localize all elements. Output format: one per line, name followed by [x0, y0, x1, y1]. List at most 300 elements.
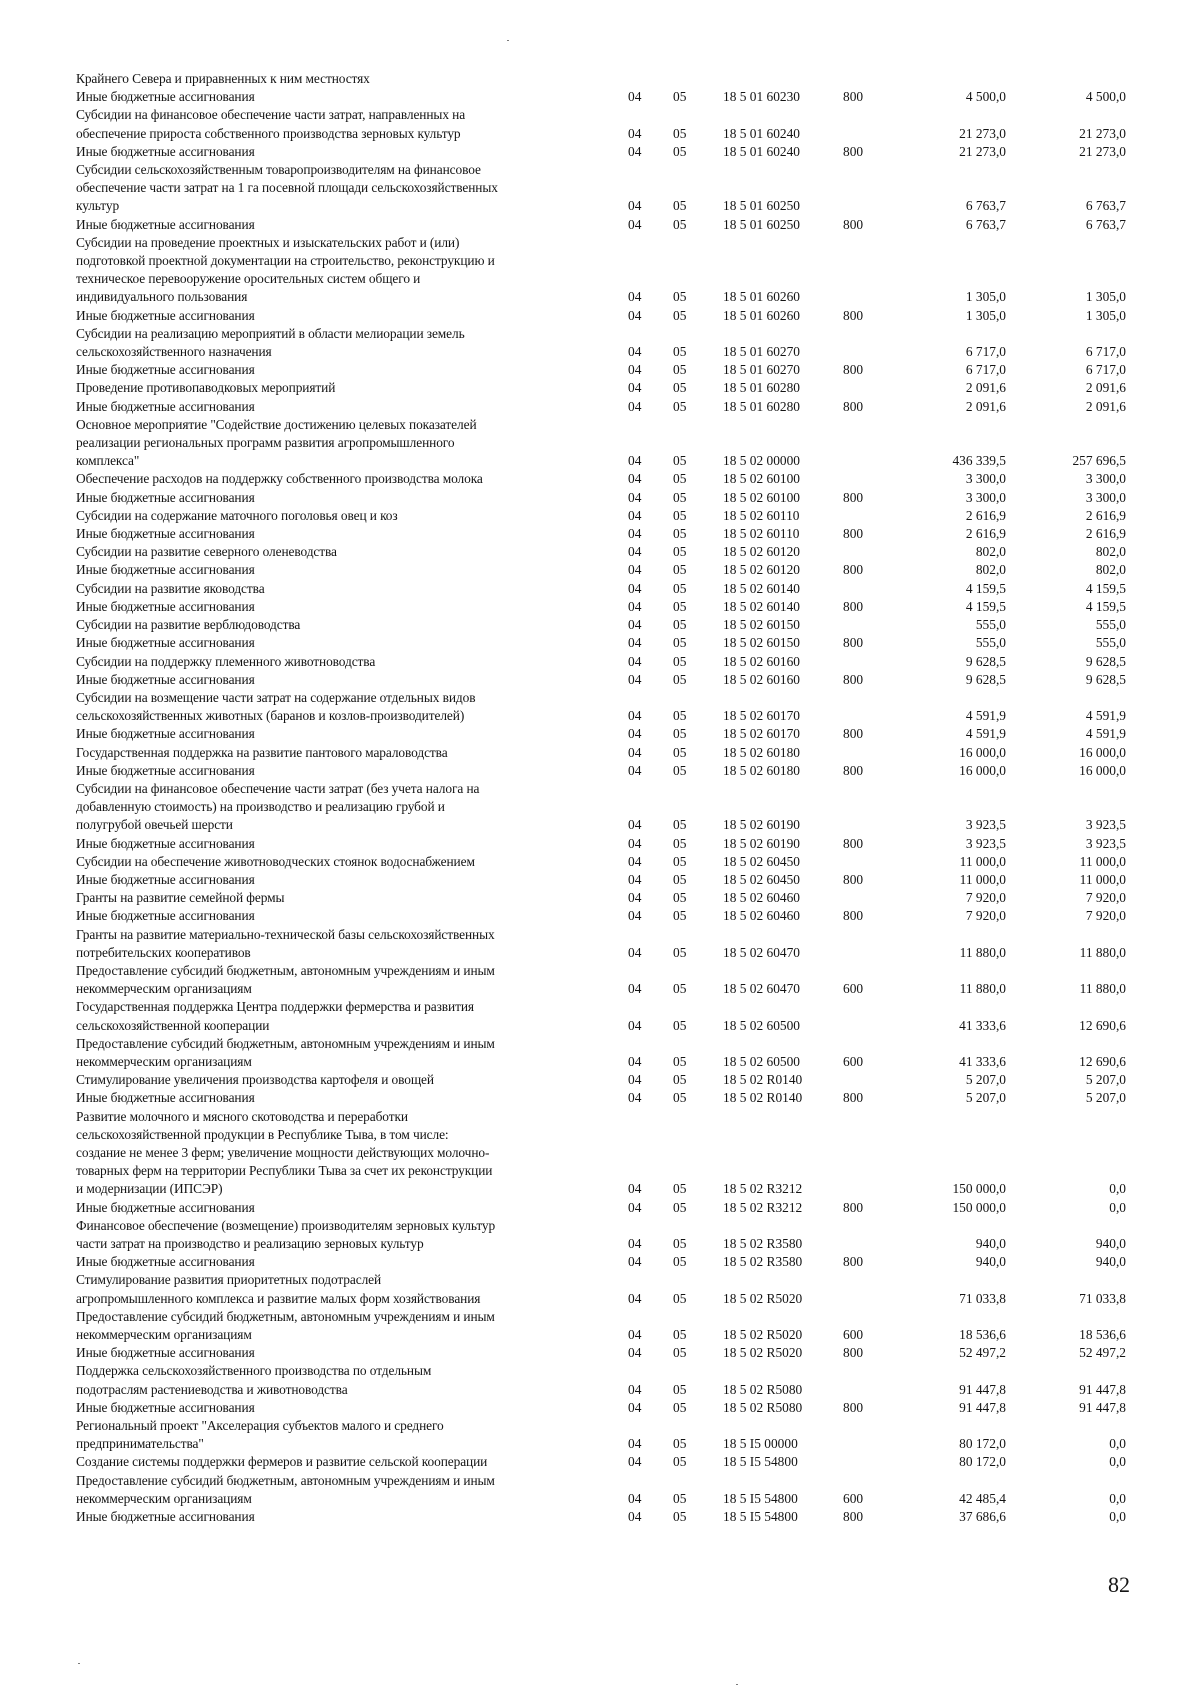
target-article-code: 18 5 02 60180	[723, 762, 800, 778]
expense-type-code: 800	[843, 1509, 864, 1525]
expense-type-code: 800	[843, 598, 864, 614]
section-code: 04	[628, 762, 642, 778]
amount-year-2: 2 616,9	[1085, 507, 1126, 523]
target-article-code: 18 5 02 60460	[723, 908, 800, 924]
amount-year-2: 5 207,0	[1085, 1090, 1126, 1106]
table-row	[76, 1071, 1126, 1089]
table-row	[76, 1308, 1126, 1344]
table-row	[76, 598, 1126, 616]
expense-name: Проведение противопаводковых мероприятий	[76, 380, 336, 396]
subsection-code: 05	[673, 653, 687, 669]
expense-type-code: 600	[843, 1053, 864, 1069]
subsection-code: 05	[673, 598, 687, 614]
amount-year-2: 2 091,6	[1085, 380, 1126, 396]
expense-name: Крайнего Севера и приравненных к ним местностях	[76, 71, 370, 86]
expense-type-code: 600	[843, 981, 864, 997]
amount-year-2: 4 591,9	[1085, 726, 1126, 742]
table-row	[76, 543, 1126, 561]
expense-type-code: 800	[843, 489, 864, 505]
amount-year-2: 940,0	[1095, 1254, 1126, 1270]
amount-year-1: 11 880,0	[959, 944, 1006, 960]
section-code: 04	[628, 1327, 642, 1343]
table-row	[76, 1399, 1126, 1417]
subsection-code: 05	[673, 1327, 687, 1343]
section-code: 04	[628, 489, 642, 505]
amount-year-2: 555,0	[1095, 617, 1126, 633]
amount-year-1: 41 333,6	[959, 1053, 1006, 1069]
subsection-code: 05	[673, 1509, 687, 1525]
amount-year-1: 1 305,0	[965, 289, 1006, 305]
target-article-code: 18 5 02 60190	[723, 817, 800, 833]
subsection-code: 05	[673, 908, 687, 924]
subsection-code: 05	[673, 1290, 687, 1306]
subsection-code: 05	[673, 307, 687, 323]
amount-year-2: 6 717,0	[1085, 362, 1126, 378]
subsection-code: 05	[673, 817, 687, 833]
amount-year-2: 71 033,8	[1079, 1290, 1126, 1306]
amount-year-2: 3 923,5	[1085, 835, 1126, 851]
subsection-code: 05	[673, 1436, 687, 1452]
target-article-code: 18 5 02 60450	[723, 853, 800, 869]
table-row	[76, 689, 1126, 725]
expense-type-code: 800	[843, 1090, 864, 1106]
table-row	[76, 1199, 1126, 1217]
expense-name: Иные бюджетные ассигнования	[76, 1509, 255, 1525]
scan-speck	[78, 1663, 80, 1664]
table-row	[76, 634, 1126, 652]
section-code: 04	[628, 1199, 642, 1215]
target-article-code: 18 5 I5 54800	[723, 1490, 798, 1506]
expense-type-code: 800	[843, 1399, 864, 1415]
subsection-code: 05	[673, 125, 687, 141]
table-row	[76, 744, 1126, 762]
expense-type-code: 800	[843, 635, 864, 651]
expense-type-code: 800	[843, 871, 864, 887]
amount-year-1: 5 207,0	[965, 1090, 1006, 1106]
expense-name: Стимулирование увеличения производства картофеля и овощей	[76, 1072, 434, 1088]
subsection-code: 05	[673, 89, 687, 105]
amount-year-1: 9 628,5	[965, 653, 1006, 669]
expense-name: Гранты на развитие семейной фермы	[76, 890, 285, 906]
expense-type-code: 600	[843, 1490, 864, 1506]
target-article-code: 18 5 02 R3212	[723, 1199, 803, 1215]
expense-name: Региональный проект "Акселерация субъектов малого и среднего предпринимательства"	[76, 1418, 444, 1452]
section-code: 04	[628, 507, 642, 523]
expense-name: Субсидии на возмещение части затрат на содержание отдельных видов сельскохозяйственных животных (баранов и козлов-производителей)	[76, 689, 476, 724]
table-row	[76, 525, 1126, 543]
expense-type-code: 800	[843, 762, 864, 778]
target-article-code: 18 5 02 60140	[723, 580, 800, 596]
expense-name: Иные бюджетные ассигнования	[76, 908, 255, 924]
expense-name: Субсидии на развитие верблюдоводства	[76, 617, 301, 633]
target-article-code: 18 5 02 R0140	[723, 1072, 803, 1088]
section-code: 04	[628, 1381, 642, 1397]
amount-year-1: 7 920,0	[965, 890, 1006, 906]
expense-type-code: 800	[843, 835, 864, 851]
subsection-code: 05	[673, 1236, 687, 1251]
amount-year-1: 16 000,0	[959, 744, 1006, 760]
section-code: 04	[628, 1454, 642, 1470]
expense-name: Создание системы поддержки фермеров и развитие сельской кооперации	[76, 1454, 488, 1470]
section-code: 04	[628, 289, 642, 305]
target-article-code: 18 5 02 R5020	[723, 1345, 803, 1361]
amount-year-2: 802,0	[1095, 544, 1126, 560]
target-article-code: 18 5 02 60150	[723, 635, 800, 651]
subsection-code: 05	[673, 1254, 687, 1270]
amount-year-1: 436 339,5	[952, 453, 1006, 469]
target-article-code: 18 5 02 60170	[723, 708, 800, 724]
amount-year-1: 4 159,5	[965, 580, 1006, 596]
budget-table	[76, 70, 1126, 1526]
amount-year-1: 6 717,0	[965, 344, 1006, 360]
table-row	[76, 1253, 1126, 1271]
table-row	[76, 416, 1126, 471]
section-code: 04	[628, 1053, 642, 1069]
table-row	[76, 1362, 1126, 1398]
table-row	[76, 907, 1126, 925]
amount-year-1: 11 000,0	[959, 871, 1006, 887]
expense-type-code: 600	[843, 1327, 864, 1343]
expense-name: Иные бюджетные ассигнования	[76, 871, 255, 887]
target-article-code: 18 5 01 60240	[723, 143, 800, 159]
amount-year-2: 18 536,6	[1079, 1327, 1126, 1343]
amount-year-1: 3 923,5	[965, 817, 1006, 833]
subsection-code: 05	[673, 489, 687, 505]
expense-name: Иные бюджетные ассигнования	[76, 143, 255, 159]
amount-year-1: 2 616,9	[965, 507, 1006, 523]
section-code: 04	[628, 1236, 642, 1251]
target-article-code: 18 5 02 60450	[723, 871, 800, 887]
table-row	[76, 307, 1126, 325]
subsection-code: 05	[673, 198, 687, 214]
section-code: 04	[628, 817, 642, 833]
target-article-code: 18 5 02 R3580	[723, 1236, 803, 1251]
section-code: 04	[628, 871, 642, 887]
section-code: 04	[628, 726, 642, 742]
target-article-code: 18 5 02 R5020	[723, 1290, 803, 1306]
expense-name: Стимулирование развития приоритетных подотраслей агропромышленного комплекса и развитие малых форм хозяйствования	[76, 1272, 481, 1306]
table-row	[76, 1417, 1126, 1453]
expense-type-code: 800	[843, 398, 864, 414]
table-row	[76, 762, 1126, 780]
section-code: 04	[628, 653, 642, 669]
subsection-code: 05	[673, 143, 687, 159]
subsection-code: 05	[673, 890, 687, 906]
amount-year-2: 0,0	[1109, 1509, 1126, 1525]
expense-type-code: 800	[843, 362, 864, 378]
section-code: 04	[628, 1090, 642, 1106]
amount-year-1: 11 880,0	[959, 981, 1006, 997]
target-article-code: 18 5 01 60240	[723, 125, 800, 141]
amount-year-1: 18 536,6	[959, 1327, 1006, 1343]
amount-year-1: 6 763,7	[965, 216, 1006, 232]
table-row	[76, 398, 1126, 416]
amount-year-2: 4 591,9	[1085, 708, 1126, 724]
amount-year-2: 11 880,0	[1079, 944, 1126, 960]
target-article-code: 18 5 02 R3580	[723, 1254, 803, 1270]
subsection-code: 05	[673, 380, 687, 396]
amount-year-2: 0,0	[1109, 1199, 1126, 1215]
subsection-code: 05	[673, 1490, 687, 1506]
target-article-code: 18 5 02 00000	[723, 453, 800, 469]
table-row	[76, 1108, 1126, 1199]
section-code: 04	[628, 671, 642, 687]
expense-type-code: 800	[843, 562, 864, 578]
target-article-code: 18 5 02 R5080	[723, 1381, 803, 1397]
amount-year-2: 4 159,5	[1085, 598, 1126, 614]
expense-type-code: 800	[843, 908, 864, 924]
section-code: 04	[628, 344, 642, 360]
subsection-code: 05	[673, 216, 687, 232]
amount-year-2: 6 763,7	[1085, 216, 1126, 232]
subsection-code: 05	[673, 726, 687, 742]
amount-year-2: 9 628,5	[1085, 653, 1126, 669]
section-code: 04	[628, 617, 642, 633]
expense-type-code: 800	[843, 726, 864, 742]
section-code: 04	[628, 635, 642, 651]
amount-year-2: 2 616,9	[1085, 526, 1126, 542]
expense-name: Иные бюджетные ассигнования	[76, 1090, 255, 1106]
amount-year-1: 6 717,0	[965, 362, 1006, 378]
amount-year-1: 940,0	[975, 1254, 1006, 1270]
table-row	[76, 962, 1126, 998]
expense-name: Иные бюджетные ассигнования	[76, 1254, 255, 1270]
subsection-code: 05	[673, 526, 687, 542]
amount-year-2: 12 690,6	[1079, 1017, 1126, 1033]
expense-name: Государственная поддержка на развитие пантового мараловодства	[76, 744, 448, 760]
amount-year-2: 11 880,0	[1079, 981, 1126, 997]
section-code: 04	[628, 198, 642, 214]
target-article-code: 18 5 02 60100	[723, 471, 800, 487]
expense-name: Субсидии на развитие северного оленеводства	[76, 544, 337, 560]
amount-year-1: 802,0	[975, 562, 1006, 578]
table-row	[76, 143, 1126, 161]
section-code: 04	[628, 307, 642, 323]
subsection-code: 05	[673, 853, 687, 869]
amount-year-1: 42 485,4	[959, 1490, 1006, 1506]
amount-year-2: 7 920,0	[1085, 908, 1126, 924]
section-code: 04	[628, 544, 642, 560]
amount-year-2: 6 717,0	[1085, 344, 1126, 360]
scan-speck	[507, 40, 509, 41]
amount-year-2: 4 159,5	[1085, 580, 1126, 596]
amount-year-1: 1 305,0	[965, 307, 1006, 323]
table-row	[76, 106, 1126, 142]
table-row	[76, 361, 1126, 379]
expense-name: Субсидии на развитие яководства	[76, 580, 265, 596]
table-row	[76, 507, 1126, 525]
amount-year-2: 1 305,0	[1085, 307, 1126, 323]
target-article-code: 18 5 02 60140	[723, 598, 800, 614]
subsection-code: 05	[673, 744, 687, 760]
amount-year-2: 9 628,5	[1085, 671, 1126, 687]
amount-year-1: 5 207,0	[965, 1072, 1006, 1088]
table-row	[76, 616, 1126, 634]
table-row	[76, 70, 1126, 88]
table-row	[76, 88, 1126, 106]
expense-name: Субсидии на проведение проектных и изыскательских работ и (или) подготовкой проектной документации на строительство, реконструкцию и техническое перевооружение оросительных систем общего и индивидуального пользования	[76, 234, 495, 305]
subsection-code: 05	[673, 635, 687, 651]
target-article-code: 18 5 01 60260	[723, 307, 800, 323]
subsection-code: 05	[673, 507, 687, 523]
subsection-code: 05	[673, 671, 687, 687]
section-code: 04	[628, 125, 642, 141]
amount-year-2: 21 273,0	[1079, 143, 1126, 159]
section-code: 04	[628, 1290, 642, 1306]
amount-year-2: 91 447,8	[1079, 1399, 1126, 1415]
amount-year-1: 9 628,5	[965, 671, 1006, 687]
amount-year-1: 3 300,0	[965, 471, 1006, 487]
target-article-code: 18 5 I5 54800	[723, 1454, 798, 1470]
scan-speck	[736, 1684, 738, 1685]
amount-year-2: 802,0	[1095, 562, 1126, 578]
table-row	[76, 216, 1126, 234]
expense-name: Иные бюджетные ассигнования	[76, 835, 255, 851]
amount-year-2: 0,0	[1109, 1490, 1126, 1506]
table-row	[76, 1472, 1126, 1508]
section-code: 04	[628, 908, 642, 924]
section-code: 04	[628, 453, 642, 469]
expense-name: Субсидии на финансовое обеспечение части затрат, направленных на обеспечение прироста собственного производства зерновых культур	[76, 107, 466, 141]
subsection-code: 05	[673, 617, 687, 633]
target-article-code: 18 5 02 R5020	[723, 1327, 803, 1343]
table-row	[76, 1344, 1126, 1362]
amount-year-2: 2 091,6	[1085, 398, 1126, 414]
table-row	[76, 780, 1126, 835]
amount-year-1: 4 591,9	[965, 708, 1006, 724]
amount-year-1: 52 497,2	[959, 1345, 1006, 1361]
expense-name: Субсидии на поддержку племенного животноводства	[76, 653, 376, 669]
amount-year-2: 257 696,5	[1072, 453, 1126, 469]
subsection-code: 05	[673, 1017, 687, 1033]
amount-year-2: 0,0	[1109, 1454, 1126, 1470]
amount-year-1: 3 923,5	[965, 835, 1006, 851]
expense-name: Предоставление субсидий бюджетным, автономным учреждениям и иным некоммерческим организациям	[76, 1472, 495, 1506]
expense-name: Иные бюджетные ассигнования	[76, 1199, 255, 1215]
target-article-code: 18 5 01 60270	[723, 344, 800, 360]
section-code: 04	[628, 562, 642, 578]
table-row	[76, 998, 1126, 1034]
amount-year-1: 16 000,0	[959, 762, 1006, 778]
section-code: 04	[628, 1017, 642, 1033]
subsection-code: 05	[673, 453, 687, 469]
subsection-code: 05	[673, 544, 687, 560]
expense-name: Государственная поддержка Центра поддержки фермерства и развития сельскохозяйственной кооперации	[76, 999, 474, 1033]
subsection-code: 05	[673, 1053, 687, 1069]
expense-name: Основное мероприятие "Содействие достижению целевых показателей реализации региональных программ развития агропромышленного комплекса"	[76, 416, 477, 469]
subsection-code: 05	[673, 1399, 687, 1415]
amount-year-1: 555,0	[975, 617, 1006, 633]
amount-year-2: 6 763,7	[1085, 198, 1126, 214]
expense-type-code: 800	[843, 216, 864, 232]
expense-name: Иные бюджетные ассигнования	[76, 489, 255, 505]
expense-name: Иные бюджетные ассигнования	[76, 526, 255, 542]
amount-year-1: 21 273,0	[959, 143, 1006, 159]
table-row	[76, 853, 1126, 871]
amount-year-2: 3 300,0	[1085, 489, 1126, 505]
section-code: 04	[628, 526, 642, 542]
target-article-code: 18 5 02 60470	[723, 944, 800, 960]
section-code: 04	[628, 744, 642, 760]
table-row	[76, 1453, 1126, 1471]
subsection-code: 05	[673, 871, 687, 887]
expense-type-code: 800	[843, 671, 864, 687]
target-article-code: 18 5 01 60280	[723, 398, 800, 414]
section-code: 04	[628, 1490, 642, 1506]
expense-type-code: 800	[843, 526, 864, 542]
section-code: 04	[628, 1436, 642, 1452]
section-code: 04	[628, 471, 642, 487]
expense-type-code: 800	[843, 89, 864, 105]
section-code: 04	[628, 398, 642, 414]
expense-name: Иные бюджетные ассигнования	[76, 362, 255, 378]
subsection-code: 05	[673, 1345, 687, 1361]
subsection-code: 05	[673, 344, 687, 360]
amount-year-2: 5 207,0	[1085, 1072, 1126, 1088]
expense-name: Иные бюджетные ассигнования	[76, 1345, 255, 1361]
subsection-code: 05	[673, 1072, 687, 1088]
target-article-code: 18 5 02 60180	[723, 744, 800, 760]
amount-year-1: 3 300,0	[965, 489, 1006, 505]
table-row	[76, 835, 1126, 853]
amount-year-1: 7 920,0	[965, 908, 1006, 924]
amount-year-1: 91 447,8	[959, 1381, 1006, 1397]
amount-year-2: 11 000,0	[1079, 853, 1126, 869]
amount-year-1: 11 000,0	[959, 853, 1006, 869]
target-article-code: 18 5 01 60280	[723, 380, 800, 396]
target-article-code: 18 5 01 60250	[723, 198, 800, 214]
expense-name: Предоставление субсидий бюджетным, автономным учреждениям и иным некоммерческим организациям	[76, 1308, 495, 1343]
expense-type-code: 800	[843, 1254, 864, 1270]
expense-name: Поддержка сельскохозяйственного производства по отдельным подотраслям растениеводства и животноводства	[76, 1363, 432, 1397]
subsection-code: 05	[673, 1181, 687, 1197]
amount-year-2: 7 920,0	[1085, 890, 1126, 906]
expense-name: Предоставление субсидий бюджетным, автономным учреждениям и иным некоммерческим организациям	[76, 962, 495, 997]
subsection-code: 05	[673, 362, 687, 378]
section-code: 04	[628, 1181, 642, 1197]
amount-year-1: 4 500,0	[965, 89, 1006, 105]
section-code: 04	[628, 380, 642, 396]
expense-name: Иные бюджетные ассигнования	[76, 398, 255, 414]
subsection-code: 05	[673, 1199, 687, 1215]
subsection-code: 05	[673, 471, 687, 487]
expense-name: Иные бюджетные ассигнования	[76, 1399, 255, 1415]
subsection-code: 05	[673, 1381, 687, 1397]
target-article-code: 18 5 01 60270	[723, 362, 800, 378]
target-article-code: 18 5 02 60190	[723, 835, 800, 851]
table-row	[76, 234, 1126, 307]
table-row	[76, 489, 1126, 507]
amount-year-2: 21 273,0	[1079, 125, 1126, 141]
target-article-code: 18 5 02 60500	[723, 1053, 800, 1069]
target-article-code: 18 5 02 R0140	[723, 1090, 803, 1106]
target-article-code: 18 5 02 R5080	[723, 1399, 803, 1415]
amount-year-2: 940,0	[1095, 1236, 1126, 1251]
section-code: 04	[628, 981, 642, 997]
table-row	[76, 926, 1126, 962]
amount-year-2: 0,0	[1109, 1436, 1126, 1452]
section-code: 04	[628, 580, 642, 596]
section-code: 04	[628, 1509, 642, 1525]
expense-type-code: 800	[843, 143, 864, 159]
expense-name: Развитие молочного и мясного скотоводства и переработки сельскохозяйственной продукции в Республике Тыва, в том числе: создание не менее 3 ферм; увеличение мощности действующих молочно- товарных ферм на территории Республики Тыва за счет их реконструкции и модернизации (ИПСЭР)	[76, 1108, 493, 1197]
expense-name: Предоставление субсидий бюджетным, автономным учреждениям и иным некоммерческим организациям	[76, 1035, 495, 1069]
amount-year-1: 80 172,0	[959, 1436, 1006, 1452]
amount-year-2: 52 497,2	[1079, 1345, 1126, 1361]
expense-name: Обеспечение расходов на поддержку собственного производства молока	[76, 471, 483, 487]
target-article-code: 18 5 02 R3212	[723, 1181, 803, 1197]
table-row	[76, 671, 1126, 689]
